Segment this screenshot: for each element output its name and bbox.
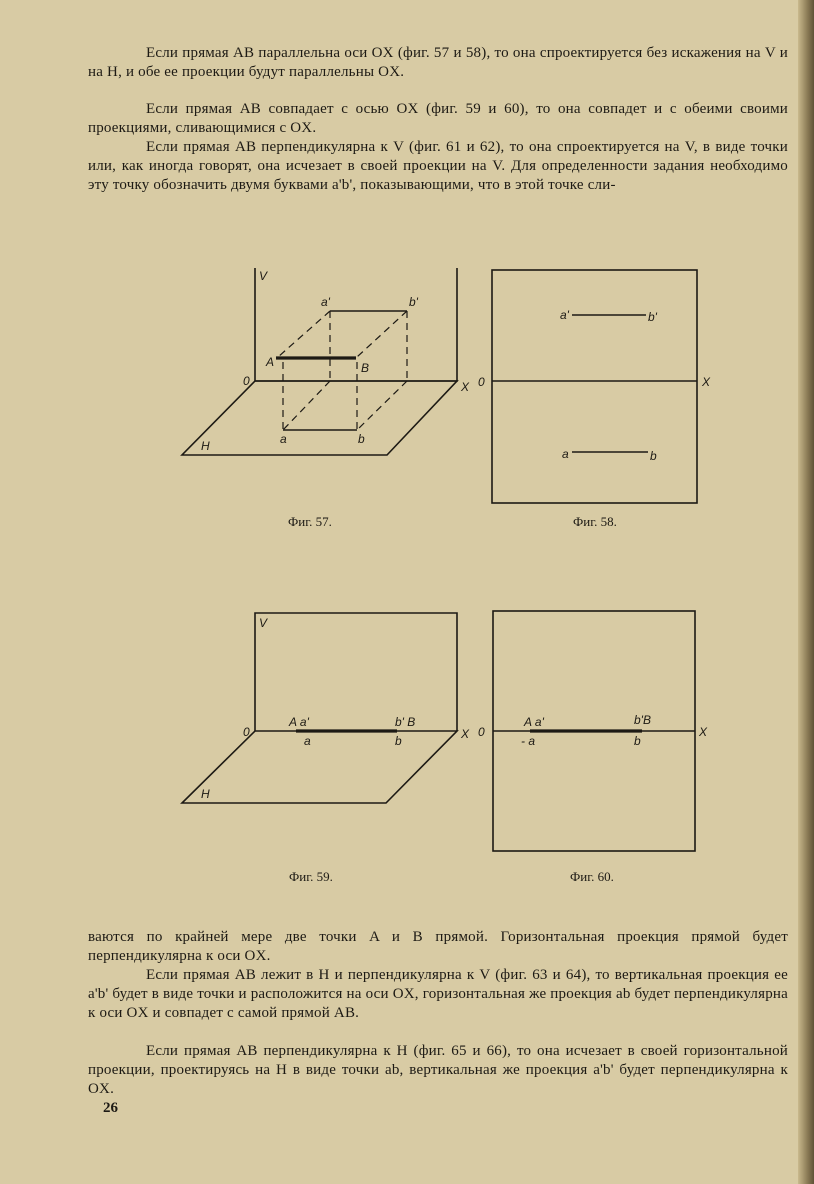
paragraph-2: Если прямая AB совпадает с осью OX (фиг. 59 и 60), то она совпадет и с обеими своими проекциями, сливающимися с OX.: [88, 101, 788, 136]
fig60-label-a: - a: [521, 734, 536, 748]
fig59-label-Aa1: A a': [289, 715, 309, 729]
fig57-label-a: a: [280, 432, 287, 446]
fig58-caption: Фиг. 58.: [573, 514, 617, 529]
paragraph-6: Если прямая AB перпендикулярна к H (фиг. 65 и 66), то она исчезает в своей горизонтальной проекции, проектируясь на H в виде точки ab, вертикальная же проекция a'b' будет перпендикулярна к OX.: [88, 1043, 788, 1097]
fig57-label-V: V: [259, 269, 268, 283]
fig57-label-O: 0: [243, 374, 250, 388]
paragraph-3: Если прямая AB перпендикулярна к V (фиг. 61 и 62), то она спроектируется на V, в виде точки или, как иногда говорят, она исчезает в своей проекции на V. Для определенности задания необходимо эту точку обозначить двумя буквами a'b', показывающими, что в этой точке сли-: [88, 139, 788, 193]
fig58-label-a: a: [562, 447, 569, 461]
fig59-label-X: X: [461, 727, 470, 741]
fig59-label-V: V: [259, 616, 268, 630]
fig57-label-b: b: [358, 432, 365, 446]
fig57-label-X: X: [461, 380, 470, 394]
fig60-label-Aa1: A a': [524, 715, 544, 729]
fig58-label-b: b: [650, 449, 657, 463]
fig59-caption: Фиг. 59.: [289, 869, 333, 884]
fig59-label-H: H: [201, 787, 210, 801]
fig60-caption: Фиг. 60.: [570, 869, 614, 884]
fig60-label-X: X: [699, 725, 708, 739]
fig58-label-b1: b': [648, 310, 657, 324]
page-number: 26: [103, 1100, 118, 1116]
fig59-label-O: 0: [243, 725, 250, 739]
paragraph-1: Если прямая AB параллельна оси OX (фиг. 57 и 58), то она спроектируется без искажения на V и на H, и обе ее проекции будут параллельны OX.: [88, 45, 788, 80]
fig58-label-a1: a': [560, 308, 569, 322]
fig57-label-B: B: [361, 361, 370, 375]
paragraph-5: Если прямая AB лежит в H и перпендикулярна к V (фиг. 63 и 64), то вертикальная проекция ее a'b' будет в виде точки и расположится на оси OX, горизонтальная же проекция ab будет перпендикулярна к оси OX и совпадет с самой прямой AB.: [88, 967, 788, 1021]
fig58-label-O: 0: [478, 375, 485, 389]
paragraph-4: ваются по крайней мере две точки A и B прямой. Горизонтальная проекция прямой будет перпендикулярна к оси OX.: [88, 929, 788, 964]
fig57-label-a1: a': [321, 295, 330, 309]
fig59-label-b1B: b' B: [395, 715, 416, 729]
fig57-label-b1: b': [409, 295, 418, 309]
fig60-label-O: 0: [478, 725, 485, 739]
fig60-label-b: b: [634, 734, 641, 748]
fig59-label-a: a: [304, 734, 311, 748]
fig57-label-A: A: [266, 355, 275, 369]
fig57-caption: Фиг. 57.: [288, 514, 332, 529]
fig60-label-b1B: b'B: [634, 713, 651, 727]
fig58-label-X: X: [702, 375, 711, 389]
fig57-label-H: H: [201, 439, 210, 453]
fig59-label-b: b: [395, 734, 402, 748]
